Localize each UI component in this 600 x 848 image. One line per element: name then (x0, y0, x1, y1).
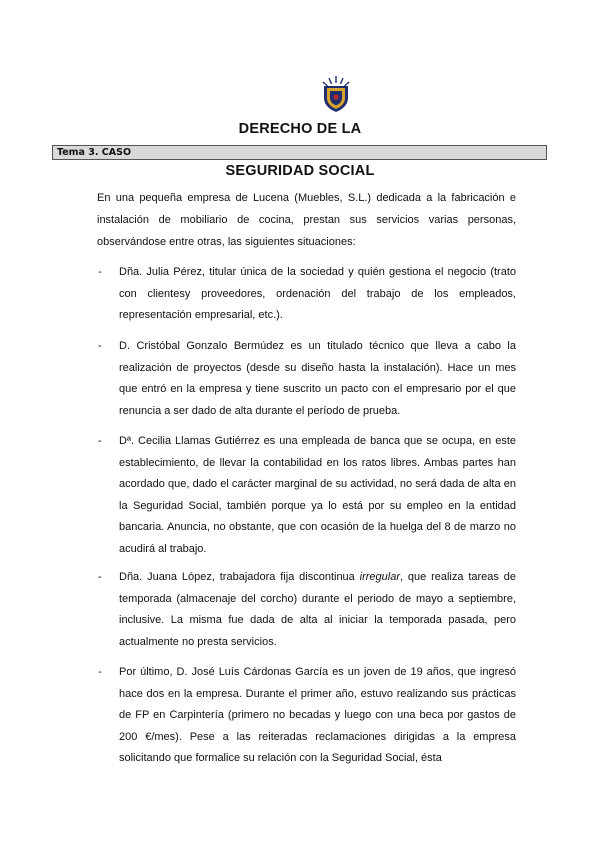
list-dash: - (98, 435, 102, 447)
list-item (98, 567, 516, 653)
list-item-text-italic: irregular (359, 571, 400, 583)
list-dash: - (98, 571, 102, 583)
list-item-text-before: Dña. Juana López, trabajadora fija discontinua (119, 571, 360, 583)
intro-paragraph: En una pequeña empresa de Lucena (Muebles, S.L.) dedicada a la fabricación e instalación de mobiliario de cocina, prestan sus servicios varias personas, observándose entre otras, las siguientes situaciones: (97, 192, 516, 248)
list-item (98, 262, 516, 327)
list-dash: - (98, 666, 102, 678)
list-item (98, 662, 516, 770)
list-item (98, 431, 516, 560)
list-item-text: Dña. Julia Pérez, titular única de la sociedad y quién gestiona el negocio (trato con clientesy proveedores, ordenación del trabajo de los empleados, representación empresarial, etc.). (119, 266, 516, 321)
list-dash: - (98, 266, 102, 278)
list-item-text: D. Cristóbal Gonzalo Bermúdez es un titulado técnico que lleva a cabo la realización de proyectos (desde su diseño hasta la instalación). Hace un mes que entró en la empresa y tiene suscrito un pacto con el empresario por el que renuncia a ser dado de alta durante el período de prueba. (119, 340, 516, 417)
document-title: DERECHO DE LA (238, 121, 362, 137)
list-item-text-after: , que realiza tareas de temporada (almacenaje del corcho) durante el periodo de mayo a septiembre, inclusive. La misma fue dada de alta al iniciar la temporada pasada, pero actualmente no presta servicios. (119, 571, 516, 648)
list-item-text: Dª. Cecilia Llamas Gutiérrez es una empleada de banca que se ocupa, en este establecimiento, de llevar la contabilidad en los ratos libres. Ambas partes han acordado que, dado el carácter marginal de su actividad, no será dada de alta en la Seguridad Social, también porque ya lo está por su empleo en la entidad bancaria. Anuncia, no obstante, que con ocasión de la huelga del 8 de marzo no acudirá al trabajo. (119, 435, 516, 555)
document-subtitle: SEGURIDAD SOCIAL (225, 163, 375, 179)
list-item (98, 336, 516, 422)
university-crest-icon (318, 74, 354, 114)
tema-header-bar (52, 145, 547, 160)
list-dash: - (98, 340, 102, 352)
list-item-text: Por último, D. José Luís Cárdonas García es un joven de 19 años, que ingresó hace dos en la empresa. Durante el primer año, estuvo realizando sus prácticas de FP en Carpintería (primero no becadas y luego con una beca por gastos de 200 €/mes). Pese a las reiteradas reclamaciones dirigidas a la empresa solicitando que formalice su relación con la Seguridad Social, ésta (119, 666, 516, 764)
tema-label: Tema 3. CASO (57, 147, 132, 158)
